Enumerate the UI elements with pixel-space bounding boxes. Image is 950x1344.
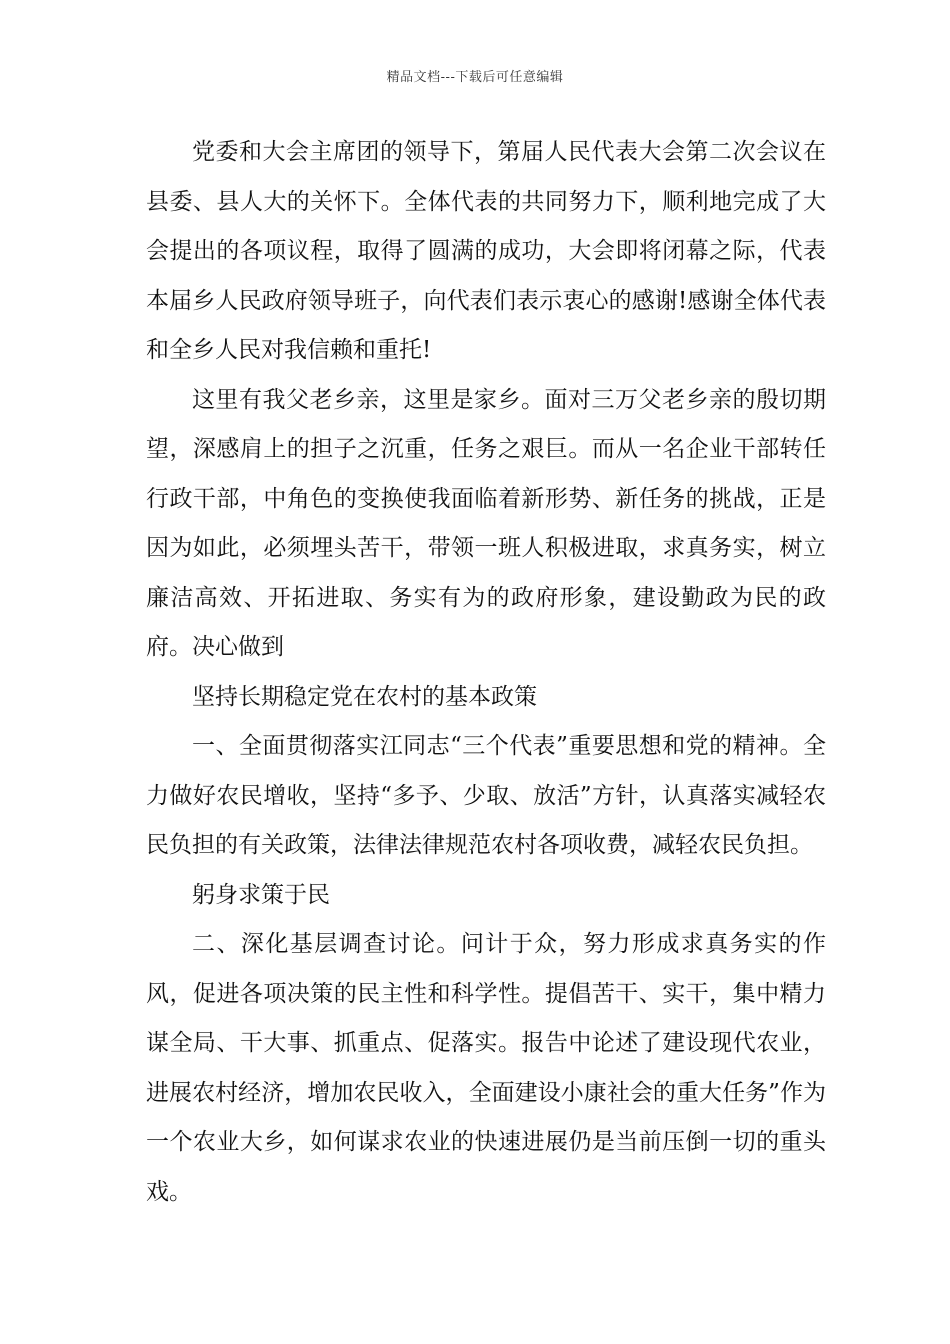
- paragraph-1: 党委和大会主席团的领导下，第届人民代表大会第二次会议在县委、县人大的关怀下。全体代表的共同努力下，顺利地完成了大会提出的各项议程，取得了圆满的成功，大会即将闭幕之际，代表本届乡人民政府领导班子，向代表们表示衷心的感谢!感谢全体代表和全乡人民对我信赖和重托!: [146, 139, 826, 363]
- paragraph-5-heading: 躬身求策于民: [192, 881, 330, 908]
- document-header: 精品文档---下载后可任意编辑: [386, 70, 564, 85]
- paragraph-2: 这里有我父老乡亲，这里是家乡。面对三万父老乡亲的殷切期望，深感肩上的担子之沉重，任务之艰巨。而从一名企业干部转任行政干部，中角色的变换使我面临着新形势、新任务的挑战，正是因为如此，必须埋头苦干，带领一班人积极进取，求真务实，树立廉洁高效、开拓进取、务实有为的政府形象，建设勤政为民的政府。决心做到: [146, 386, 826, 660]
- paragraph-6: 二、深化基层调查讨论。问计于众，努力形成求真务实的作风，促进各项决策的民主性和科学性。提倡苦干、实干，集中精力谋全局、干大事、抓重点、促落实。报告中论述了建设现代农业，进展农村经济，增加农民收入，全面建设小康社会的重大任务”作为一个农业大乡，如何谋求农业的快速进展仍是当前压倒一切的重头戏。: [146, 931, 826, 1205]
- paragraph-4: 一、全面贯彻落实江同志“三个代表”重要思想和党的精神。全力做好农民增收，坚持“多予、少取、放活”方针，认真落实减轻农民负担的有关政策，法律法律规范农村各项收费，减轻农民负担。: [146, 733, 826, 858]
- paragraph-3-heading: 坚持长期稳定党在农村的基本政策: [192, 683, 537, 710]
- document-body: [146, 128, 826, 1217]
